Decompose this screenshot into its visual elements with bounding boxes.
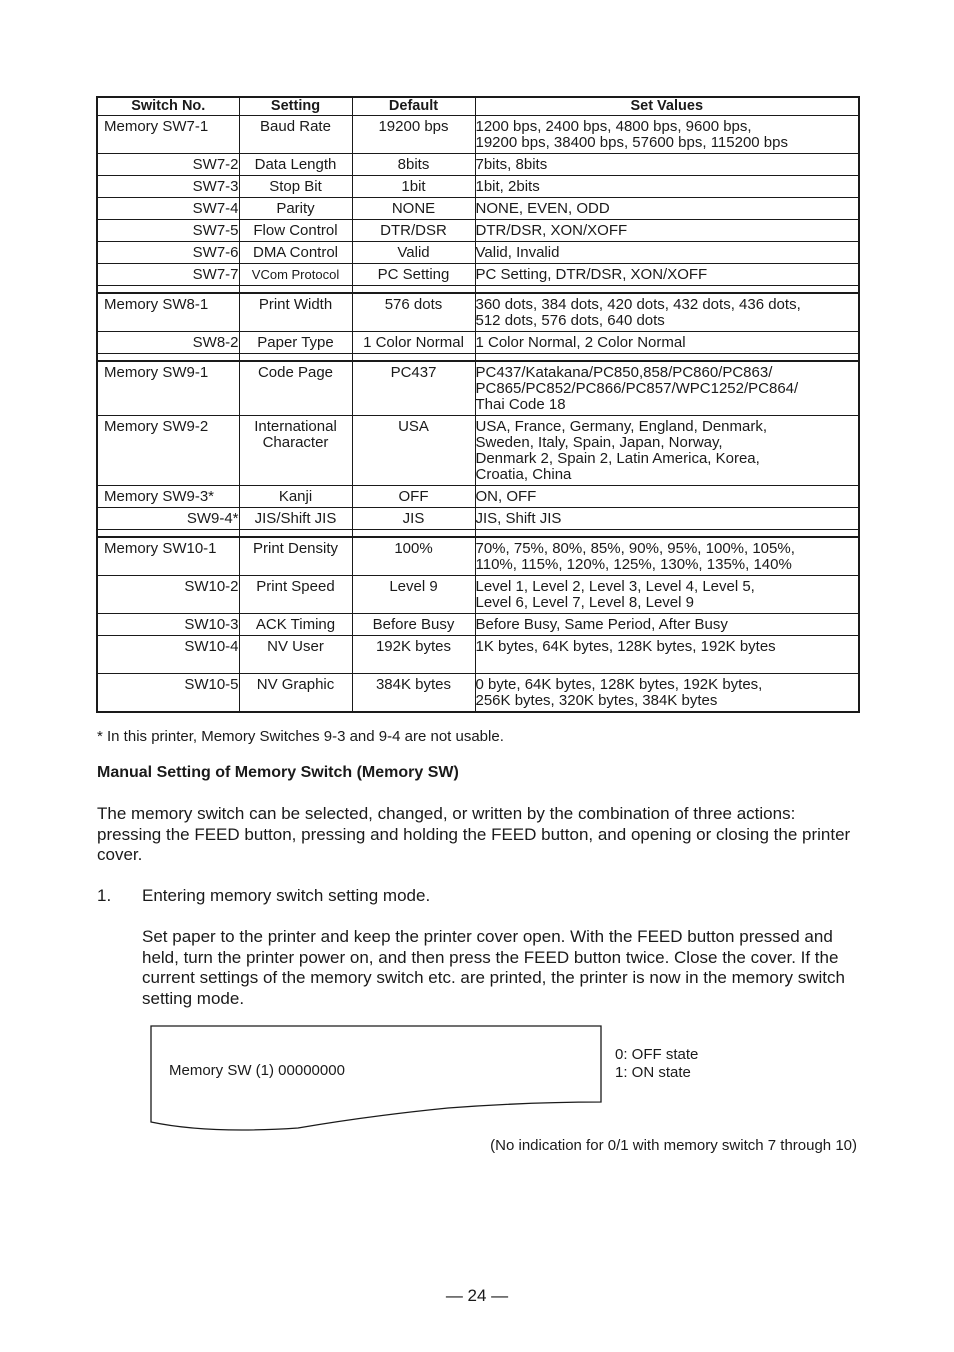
cell-switch-no: SW7-6 [97, 242, 239, 264]
cell-setting [239, 361, 352, 416]
set-values-line: 110%, 115%, 120%, 125%, 130%, 135%, 140% [475, 556, 792, 573]
setting-line: Baud Rate [260, 118, 331, 135]
setting-line: Kanji [278, 488, 313, 505]
cell-set-values [475, 576, 859, 614]
table-row [97, 674, 859, 713]
set-values-line: JIS, Shift JIS [475, 510, 562, 527]
set-values-line: Croatia, China [475, 466, 572, 483]
cell-switch-no: SW7-2 [97, 154, 239, 176]
set-values-line: PC437/Katakana/PC850,858/PC860/PC863/ [475, 364, 773, 381]
setting-line: Character [262, 434, 329, 451]
table-row [97, 636, 859, 674]
setting-line: Paper Type [257, 334, 334, 351]
table-row [97, 293, 859, 332]
cell-set-values [475, 176, 859, 198]
separator-cell [352, 286, 475, 294]
setting-line: Print Density [252, 540, 339, 557]
cell-setting [239, 614, 352, 636]
set-values-line: 256K bytes, 320K bytes, 384K bytes [475, 692, 718, 709]
set-values-line: Before Busy, Same Period, After Busy [475, 616, 728, 633]
separator-cell [239, 286, 352, 294]
table-row [97, 242, 859, 264]
set-values-line: NONE, EVEN, ODD [475, 200, 610, 217]
set-values-line: 1K bytes, 64K bytes, 128K bytes, 192K bytes [475, 638, 776, 655]
set-values-line: USA, France, Germany, England, Denmark, [475, 418, 768, 435]
cell-default: DTR/DSR [352, 220, 475, 242]
cell-switch-no: SW10-5 [97, 674, 239, 713]
set-values-line: 7bits, 8bits [475, 156, 548, 173]
cell-set-values [475, 198, 859, 220]
set-values-line: PC865/PC852/PC866/PC857/WPC1252/PC864/ [475, 380, 799, 397]
cell-switch-no: Memory SW8-1 [97, 293, 239, 332]
cell-setting [239, 537, 352, 576]
cell-set-values [475, 154, 859, 176]
page-number: — 24 — [445, 1286, 509, 1305]
separator-cell [475, 286, 859, 294]
indication-note: (No indication for 0/1 with memory switch 7 through 10) [490, 1137, 857, 1154]
cell-switch-no: SW10-2 [97, 576, 239, 614]
separator-cell [239, 530, 352, 538]
cell-default: 1bit [352, 176, 475, 198]
cell-setting [239, 116, 352, 154]
table-row [97, 416, 859, 486]
set-values-line: 70%, 75%, 80%, 85%, 90%, 95%, 100%, 105%, [475, 540, 795, 557]
cell-switch-no: Memory SW9-2 [97, 416, 239, 486]
separator-cell [97, 354, 239, 362]
cell-setting [239, 154, 352, 176]
cell-default: 576 dots [352, 293, 475, 332]
cell-default: OFF [352, 486, 475, 508]
setting-line: ACK Timing [255, 616, 336, 633]
table-row [97, 198, 859, 220]
setting-line: Flow Control [253, 222, 338, 239]
cell-default: 8bits [352, 154, 475, 176]
cell-setting [239, 220, 352, 242]
cell-switch-no: SW7-7 [97, 264, 239, 286]
setting-line: JIS/Shift JIS [254, 510, 337, 527]
setting-line: NV Graphic [256, 676, 335, 693]
cell-default: JIS [352, 508, 475, 530]
cell-setting [239, 242, 352, 264]
table-row [97, 361, 859, 416]
table-row [97, 332, 859, 354]
step-number: 1. [97, 886, 112, 905]
header-setting: Setting [239, 97, 352, 116]
separator-cell [475, 530, 859, 538]
table-row [97, 154, 859, 176]
intro-paragraph: The memory switch can be selected, changed, or written by the combination of three actions: pressing the FEED button, pressing and holding the FEED button, and opening or closing the printer cover. [97, 804, 851, 864]
cell-switch-no: Memory SW9-3* [97, 486, 239, 508]
separator-cell [239, 354, 352, 362]
set-values-line: Valid, Invalid [475, 244, 560, 261]
set-values-line: 1bit, 2bits [475, 178, 540, 195]
cell-set-values [475, 242, 859, 264]
set-values-line [476, 655, 859, 671]
cell-set-values [475, 264, 859, 286]
cell-set-values [475, 508, 859, 530]
printout-slip-illustration [148, 1024, 604, 1136]
step-body: Set paper to the printer and keep the printer cover open. With the FEED button pressed and held, turn the printer power on, and then press the FEED button twice. Close the cover. If the current settings of the memory switch etc. are printed, the printer is now in the memory switch setting mode. [142, 927, 845, 1008]
group-separator-row [97, 530, 859, 538]
separator-cell [352, 354, 475, 362]
set-values-line: Denmark 2, Spain 2, Latin America, Korea, [475, 450, 760, 467]
set-values-line: 1200 bps, 2400 bps, 4800 bps, 9600 bps, [475, 118, 752, 135]
setting-line: Print Width [258, 296, 333, 313]
setting-line: Parity [276, 200, 315, 217]
set-values-line: DTR/DSR, XON/XOFF [475, 222, 628, 239]
cell-default: 192K bytes [352, 636, 475, 674]
cell-switch-no: SW8-2 [97, 332, 239, 354]
set-values-line: 0 byte, 64K bytes, 128K bytes, 192K bytes, [475, 676, 763, 693]
set-values-line: 512 dots, 576 dots, 640 dots [475, 312, 665, 329]
cell-switch-no: SW7-3 [97, 176, 239, 198]
cell-default: 1 Color Normal [352, 332, 475, 354]
cell-switch-no: Memory SW10-1 [97, 537, 239, 576]
separator-cell [352, 530, 475, 538]
cell-set-values [475, 636, 859, 674]
cell-default: 19200 bps [352, 116, 475, 154]
cell-switch-no: Memory SW7-1 [97, 116, 239, 154]
cell-default: NONE [352, 198, 475, 220]
set-values-line: Level 1, Level 2, Level 3, Level 4, Level 5, [475, 578, 755, 595]
cell-default: PC Setting [352, 264, 475, 286]
cell-setting [239, 332, 352, 354]
cell-setting [239, 176, 352, 198]
table-row [97, 486, 859, 508]
set-values-line: 19200 bps, 38400 bps, 57600 bps, 115200 bps [475, 134, 788, 151]
cell-default: Level 9 [352, 576, 475, 614]
set-values-line: ON, OFF [475, 488, 537, 505]
step-title: Entering memory switch setting mode. [142, 886, 431, 905]
setting-line: Data Length [254, 156, 337, 173]
header-set-values: Set Values [475, 97, 859, 116]
table-row [97, 220, 859, 242]
table-row [97, 264, 859, 286]
section-heading: Manual Setting of Memory Switch (Memory SW) [97, 764, 459, 781]
cell-setting [239, 416, 352, 486]
cell-switch-no: SW7-5 [97, 220, 239, 242]
state-legend [615, 1046, 698, 1082]
group-separator-row [97, 286, 859, 294]
cell-set-values [475, 674, 859, 713]
cell-switch-no: SW10-3 [97, 614, 239, 636]
cell-default: 384K bytes [352, 674, 475, 713]
separator-cell [475, 354, 859, 362]
cell-set-values [475, 220, 859, 242]
cell-set-values [475, 537, 859, 576]
set-values-line: Thai Code 18 [475, 396, 566, 413]
setting-line: Print Speed [256, 578, 335, 595]
cell-default: Before Busy [352, 614, 475, 636]
table-row [97, 576, 859, 614]
cell-set-values [475, 486, 859, 508]
cell-setting [239, 198, 352, 220]
set-values-line: Level 6, Level 7, Level 8, Level 9 [475, 594, 694, 611]
cell-setting [239, 293, 352, 332]
cell-default: Valid [352, 242, 475, 264]
table-header-row [97, 97, 859, 116]
table-row [97, 614, 859, 636]
table-footnote: * In this printer, Memory Switches 9-3 and 9-4 are not usable. [97, 728, 504, 745]
cell-set-values [475, 293, 859, 332]
table-row [97, 508, 859, 530]
cell-set-values [475, 416, 859, 486]
table-row [97, 176, 859, 198]
cell-setting [239, 508, 352, 530]
setting-line: International [254, 418, 337, 435]
setting-line: NV User [267, 638, 324, 655]
setting-line: VCom Protocol [251, 267, 340, 282]
table-body [97, 116, 859, 713]
set-values-line: 1 Color Normal, 2 Color Normal [475, 334, 686, 351]
set-values-line: PC Setting, DTR/DSR, XON/XOFF [475, 266, 708, 283]
cell-switch-no: SW7-4 [97, 198, 239, 220]
cell-setting [239, 674, 352, 713]
cell-setting [239, 576, 352, 614]
header-default: Default [352, 97, 475, 116]
separator-cell [97, 286, 239, 294]
setting-line: Code Page [257, 364, 334, 381]
header-switch-no: Switch No. [97, 97, 239, 116]
table-row [97, 116, 859, 154]
setting-line: DMA Control [252, 244, 339, 261]
cell-setting [239, 264, 352, 286]
cell-set-values [475, 614, 859, 636]
cell-switch-no: SW10-4 [97, 636, 239, 674]
table-row [97, 537, 859, 576]
legend-off: 0: OFF state [615, 1046, 699, 1063]
set-values-line: 360 dots, 384 dots, 420 dots, 432 dots, 436 dots, [475, 296, 801, 313]
cell-setting [239, 486, 352, 508]
cell-default: 100% [352, 537, 475, 576]
cell-default: USA [352, 416, 475, 486]
memory-switch-table [96, 96, 860, 713]
cell-set-values [475, 332, 859, 354]
cell-setting [239, 636, 352, 674]
group-separator-row [97, 354, 859, 362]
cell-set-values [475, 361, 859, 416]
cell-set-values [475, 116, 859, 154]
printout-text: Memory SW (1) 00000000 [169, 1062, 345, 1079]
legend-on: 1: ON state [615, 1064, 691, 1081]
cell-switch-no: SW9-4* [97, 508, 239, 530]
separator-cell [97, 530, 239, 538]
set-values-line: Sweden, Italy, Spain, Japan, Norway, [475, 434, 723, 451]
cell-switch-no: Memory SW9-1 [97, 361, 239, 416]
setting-line: Stop Bit [269, 178, 322, 195]
cell-default: PC437 [352, 361, 475, 416]
